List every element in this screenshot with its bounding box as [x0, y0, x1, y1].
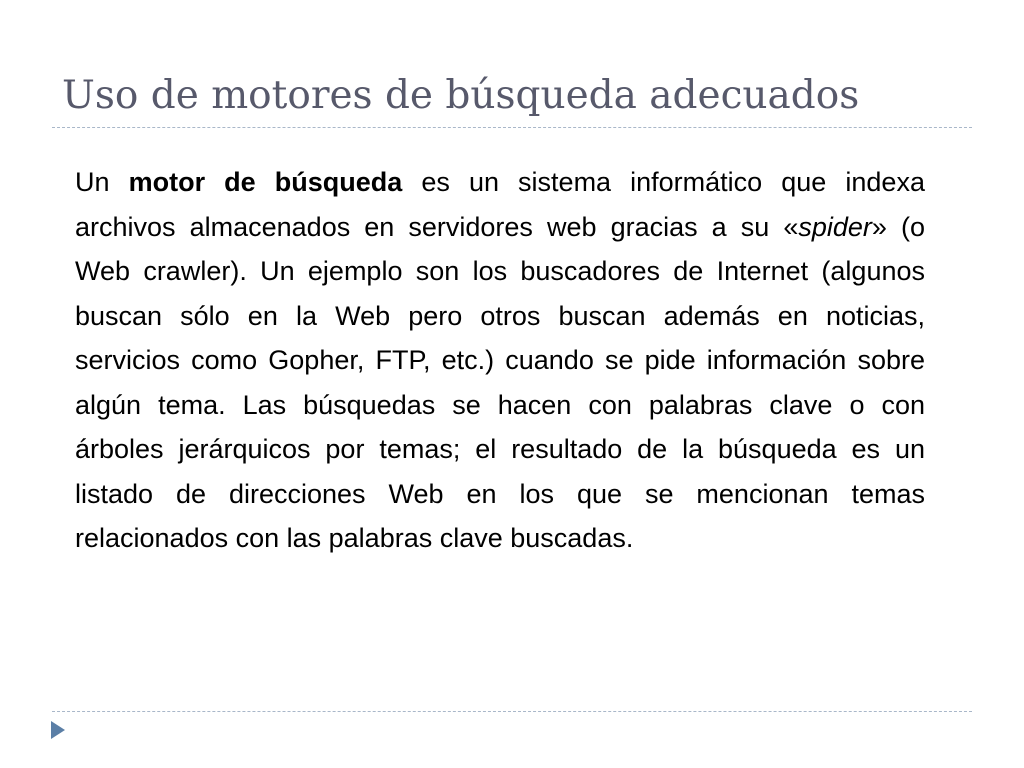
- title-divider: [52, 127, 972, 128]
- triangle-right-icon[interactable]: [50, 720, 66, 740]
- paragraph-text-after: » (o Web crawler). Un ejemplo son los buscadores de Internet (algunos buscan sólo en la Web pero otros buscan además en noticias, servicios como Gopher, FTP, etc.) cuando se pide información sobre algún tema. Las búsquedas se hacen con palabras clave o con árboles jerárquicos por temas; el resultado de la búsqueda es un listado de direcciones Web en los que se mencionan temas relacionados con las palabras clave buscadas.: [75, 211, 925, 553]
- paragraph-term: motor de búsqueda: [128, 167, 403, 197]
- paragraph-italic-term: spider: [798, 211, 872, 242]
- footer-divider: [52, 711, 972, 712]
- body-paragraph: [75, 160, 925, 561]
- paragraph-intro: Un: [75, 167, 110, 197]
- paragraph-text-before: es un sistema informático que indexa archivos almacenados en servidores web gracias a su «: [75, 167, 925, 242]
- slide-title: Uso de motores de búsqueda adecuados: [62, 73, 860, 118]
